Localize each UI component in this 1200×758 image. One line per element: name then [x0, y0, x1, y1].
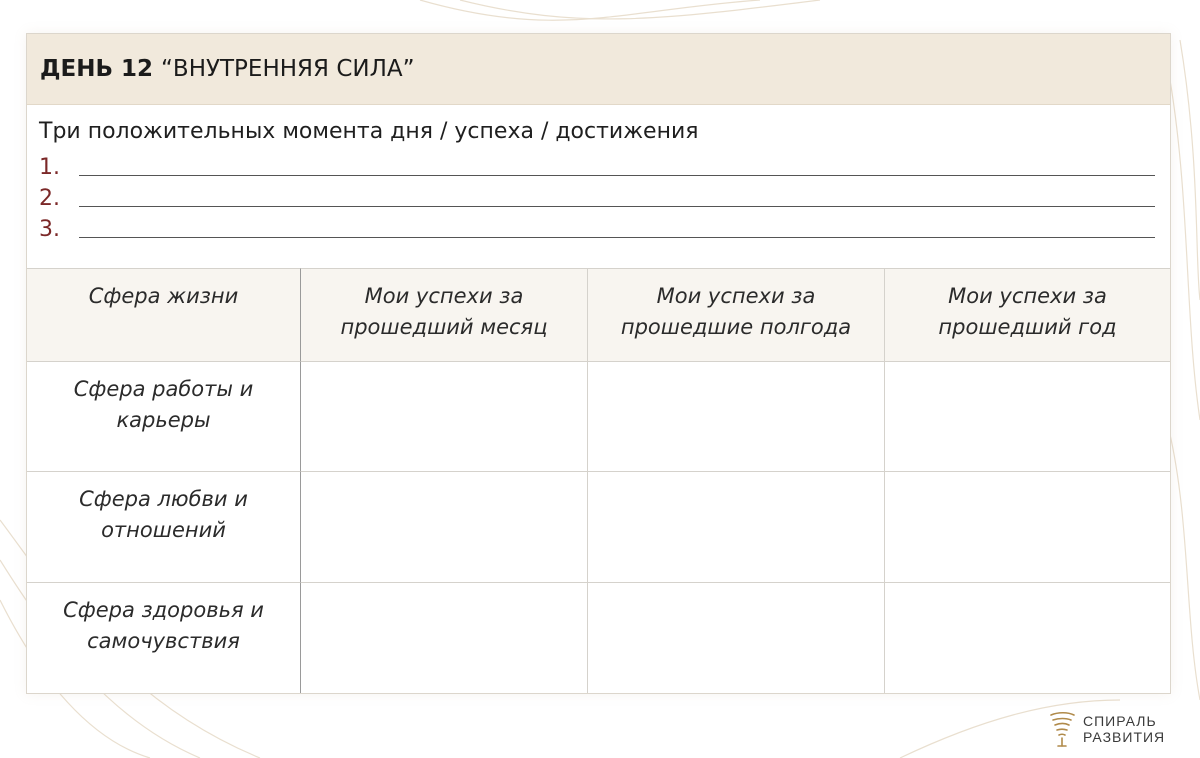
success-table [27, 268, 1170, 693]
moment-line-3[interactable] [39, 217, 1155, 247]
table-header-year: Мои успехи за прошедший год [885, 268, 1170, 361]
moment-number: 2. [39, 186, 60, 211]
brand-name [1083, 713, 1165, 745]
moment-number: 3. [39, 217, 60, 242]
moment-line-2[interactable] [39, 186, 1155, 216]
table-cell-input[interactable] [885, 361, 1170, 471]
writing-line[interactable] [79, 206, 1155, 207]
spiral-icon [1048, 710, 1076, 748]
brand-logo [1048, 710, 1178, 750]
positive-moments-section [27, 105, 1170, 268]
table-cell-input[interactable] [301, 582, 588, 693]
table-cell-input[interactable] [885, 471, 1170, 582]
table-cell-input[interactable] [588, 471, 885, 582]
brand-line-1: СПИРАЛЬ [1083, 713, 1157, 729]
table-cell-input[interactable] [301, 471, 588, 582]
day-label: ДЕНЬ 12 [40, 56, 153, 82]
moments-title: Три положительных момента дня / успеха / достижения [39, 119, 699, 144]
day-header [27, 34, 1170, 105]
brand-line-2: РАЗВИТИЯ [1083, 729, 1166, 745]
row-label-work: Сфера работы и карьеры [27, 361, 301, 471]
table-cell-input[interactable] [588, 361, 885, 471]
writing-line[interactable] [79, 175, 1155, 176]
worksheet-card [26, 33, 1171, 694]
row-label-health: Сфера здоровья и самочувствия [27, 582, 301, 693]
moment-number: 1. [39, 155, 60, 180]
table-header-halfyear: Мои успехи за прошедшие полгода [588, 268, 885, 361]
writing-line[interactable] [79, 237, 1155, 238]
moment-line-1[interactable] [39, 155, 1155, 185]
table-header-sphere: Сфера жизни [27, 268, 301, 361]
table-header-month: Мои успехи за прошедший месяц [301, 268, 588, 361]
table-cell-input[interactable] [588, 582, 885, 693]
table-cell-input[interactable] [301, 361, 588, 471]
row-label-love: Сфера любви и отношений [27, 471, 301, 582]
table-cell-input[interactable] [885, 582, 1170, 693]
day-title: “ВНУТРЕННЯЯ СИЛА” [161, 56, 415, 82]
